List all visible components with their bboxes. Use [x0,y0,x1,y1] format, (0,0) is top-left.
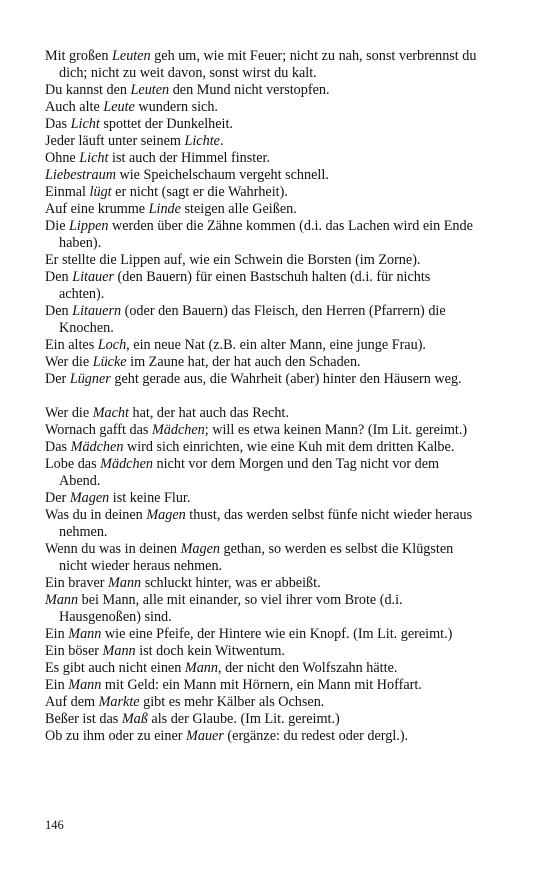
keyword: Litauer [72,269,114,285]
proverb-entry [45,218,477,252]
proverb-text: als der Glaube. (Im Lit. gereimt.) [147,711,340,727]
proverb-text: ist doch kein Witwentum. [135,643,285,659]
section-gap [45,388,477,405]
proverb-entry [45,456,477,490]
keyword: Magen [180,541,220,557]
keyword: Leuten [130,82,170,98]
proverb-entry [45,626,477,643]
proverb-entry [45,48,477,82]
proverb-text: Mit großen [45,48,112,64]
keyword: Mann [68,677,102,693]
proverb-text: wie Speichelschaum vergeht schnell. [115,167,329,183]
proverb-list [45,48,477,745]
proverb-text: Ein [45,626,69,642]
proverb-text: Auch alte [45,99,104,115]
keyword: Litauern [72,303,122,319]
proverb-text: Die [45,218,70,234]
keyword: Mann [184,660,218,676]
keyword: Licht [79,150,109,166]
proverb-entry [45,99,477,116]
proverb-entry [45,269,477,303]
proverb-text: Ein böser [45,643,103,659]
proverb-entry [45,150,477,167]
proverb-text: Der [45,490,70,506]
proverb-text: im Zaune hat, der hat auch den Schaden. [126,354,361,370]
keyword: Licht [70,116,100,132]
proverb-text: . [219,133,224,149]
proverb-text: Wer die [45,405,93,421]
keyword: Mann [45,592,79,608]
proverb-text: (oder den Bauern) das Fleisch, den Herren (Pfarrern) die Knochen. [59,303,446,336]
proverb-text: Auf dem [45,694,99,710]
proverb-entry [45,541,477,575]
proverb-text: Beßer ist das [45,711,122,727]
proverb-text: geh um, wie mit Feuer; nicht zu nah, sonst verbrennst du dich; nicht zu weit davon, sonst wirst du kalt. [59,48,477,81]
proverb-text: Der [45,371,70,387]
proverb-text: , ein neue Nat (z.B. ein alter Mann, eine junge Frau). [126,337,426,353]
keyword: Lücke [92,354,127,370]
proverb-text: den Mund nicht verstopfen. [169,82,330,98]
proverb-entry [45,507,477,541]
proverb-text: Den [45,269,73,285]
proverb-entry [45,694,477,711]
proverb-text: Wenn du was in deinen [45,541,181,557]
proverb-entry [45,252,477,269]
keyword: Markte [98,694,140,710]
proverb-entry [45,303,477,337]
proverb-entry [45,201,477,218]
proverb-text: Ob zu ihm oder zu einer [45,728,187,744]
proverb-text: schluckt hinter, was er abbeißt. [141,575,321,591]
proverb-text: Wer die [45,354,93,370]
proverb-text: geht gerade aus, die Wahrheit (aber) hinter den Häusern weg. [110,371,462,387]
proverb-text: wundern sich. [134,99,218,115]
proverb-text: Ohne [45,150,80,166]
proverb-entry [45,116,477,133]
keyword: Mann [102,643,136,659]
proverb-text: ; will es etwa keinen Mann? (Im Lit. gereimt.) [204,422,468,438]
proverb-text: bei Mann, alle mit einander, so viel ihrer vom Brote (d.i. Hausgenoßen) sind. [59,592,403,625]
keyword: Maß [121,711,148,727]
proverb-entry [45,167,477,184]
keyword: Mann [68,626,102,642]
keyword: Mädchen [70,439,124,455]
keyword: Mädchen [151,422,205,438]
proverb-entry [45,592,477,626]
keyword: Mann [108,575,142,591]
proverb-text: Ein altes [45,337,98,353]
proverb-text: Ein braver [45,575,109,591]
keyword: Magen [69,490,110,506]
proverb-text: Den [45,303,73,319]
proverb-text: Wornach gafft das [45,422,152,438]
proverb-text: (den Bauern) für einen Bastschuh halten (d.i. für nichts achten). [59,269,431,302]
proverb-entry [45,728,477,745]
proverb-text: Auf eine krumme [45,201,149,217]
proverb-text: , der nicht den Wolfszahn hätte. [217,660,398,676]
proverb-text: werden über die Zähne kommen (d.i. das Lachen wird ein Ende haben). [59,218,473,251]
keyword: Lügner [69,371,111,387]
proverb-entry [45,677,477,694]
proverb-text: Was du in deinen [45,507,147,523]
proverb-entry [45,439,477,456]
proverb-text: ist auch der Himmel finster. [108,150,270,166]
proverb-text: gethan, so werden es selbst die Klügsten nicht wieder heraus nehmen. [59,541,454,574]
keyword: Leuten [112,48,151,64]
proverb-text: Lobe das [45,456,101,472]
keyword: Magen [146,507,186,523]
proverb-text: hat, der hat auch das Recht. [128,405,289,421]
keyword: lügt [89,184,112,200]
keyword: Macht [92,405,129,421]
proverb-entry [45,711,477,728]
proverb-text: er nicht (sagt er die Wahrheit). [111,184,288,200]
keyword: Mauer [186,728,224,744]
keyword: Lippen [69,218,109,234]
proverb-entry [45,337,477,354]
proverb-text: mit Geld: ein Mann mit Hörnern, ein Mann mit Hoffart. [101,677,422,693]
proverb-entry [45,354,477,371]
proverb-text: Ein [45,677,69,693]
proverb-entry [45,643,477,660]
proverb-entry [45,133,477,150]
proverb-entry [45,575,477,592]
proverb-entry [45,660,477,677]
proverb-text: Das [45,116,71,132]
proverb-text: steigen alle Geißen. [180,201,297,217]
keyword: Loch [97,337,127,353]
proverb-entry [45,371,477,388]
proverb-text: Einmal [45,184,90,200]
proverb-text: (ergänze: du redest oder dergl.). [223,728,409,744]
proverb-text: nicht vor dem Morgen und den Tag nicht vor dem Abend. [59,456,440,489]
page-number: 146 [45,818,64,832]
proverb-text: Jeder läuft unter seinem [45,133,185,149]
proverb-text: Er stellte die Lippen auf, wie ein Schwein die Borsten (im Zorne). [45,252,421,268]
keyword: Linde [148,201,181,217]
proverb-text: Du kannst den [45,82,131,98]
keyword: Liebestraum [45,167,116,183]
proverb-text: wird sich einrichten, wie eine Kuh mit dem dritten Kalbe. [123,439,455,455]
proverb-text: gibt es mehr Kälber als Ochsen. [139,694,325,710]
proverb-text: Es gibt auch nicht einen [45,660,185,676]
proverb-text: spottet der Dunkelheit. [99,116,233,132]
proverb-entry [45,422,477,439]
proverb-entry [45,490,477,507]
keyword: Leute [103,99,135,115]
proverb-text: thust, das werden selbst fünfe nicht wieder heraus nehmen. [59,507,473,540]
proverb-entry [45,405,477,422]
proverb-text: ist keine Flur. [109,490,191,506]
keyword: Lichte [184,133,220,149]
proverb-text: wie eine Pfeife, der Hintere wie ein Knopf. (Im Lit. gereimt.) [101,626,453,642]
proverb-entry [45,184,477,201]
proverb-text: Das [45,439,71,455]
keyword: Mädchen [100,456,153,472]
proverb-entry [45,82,477,99]
